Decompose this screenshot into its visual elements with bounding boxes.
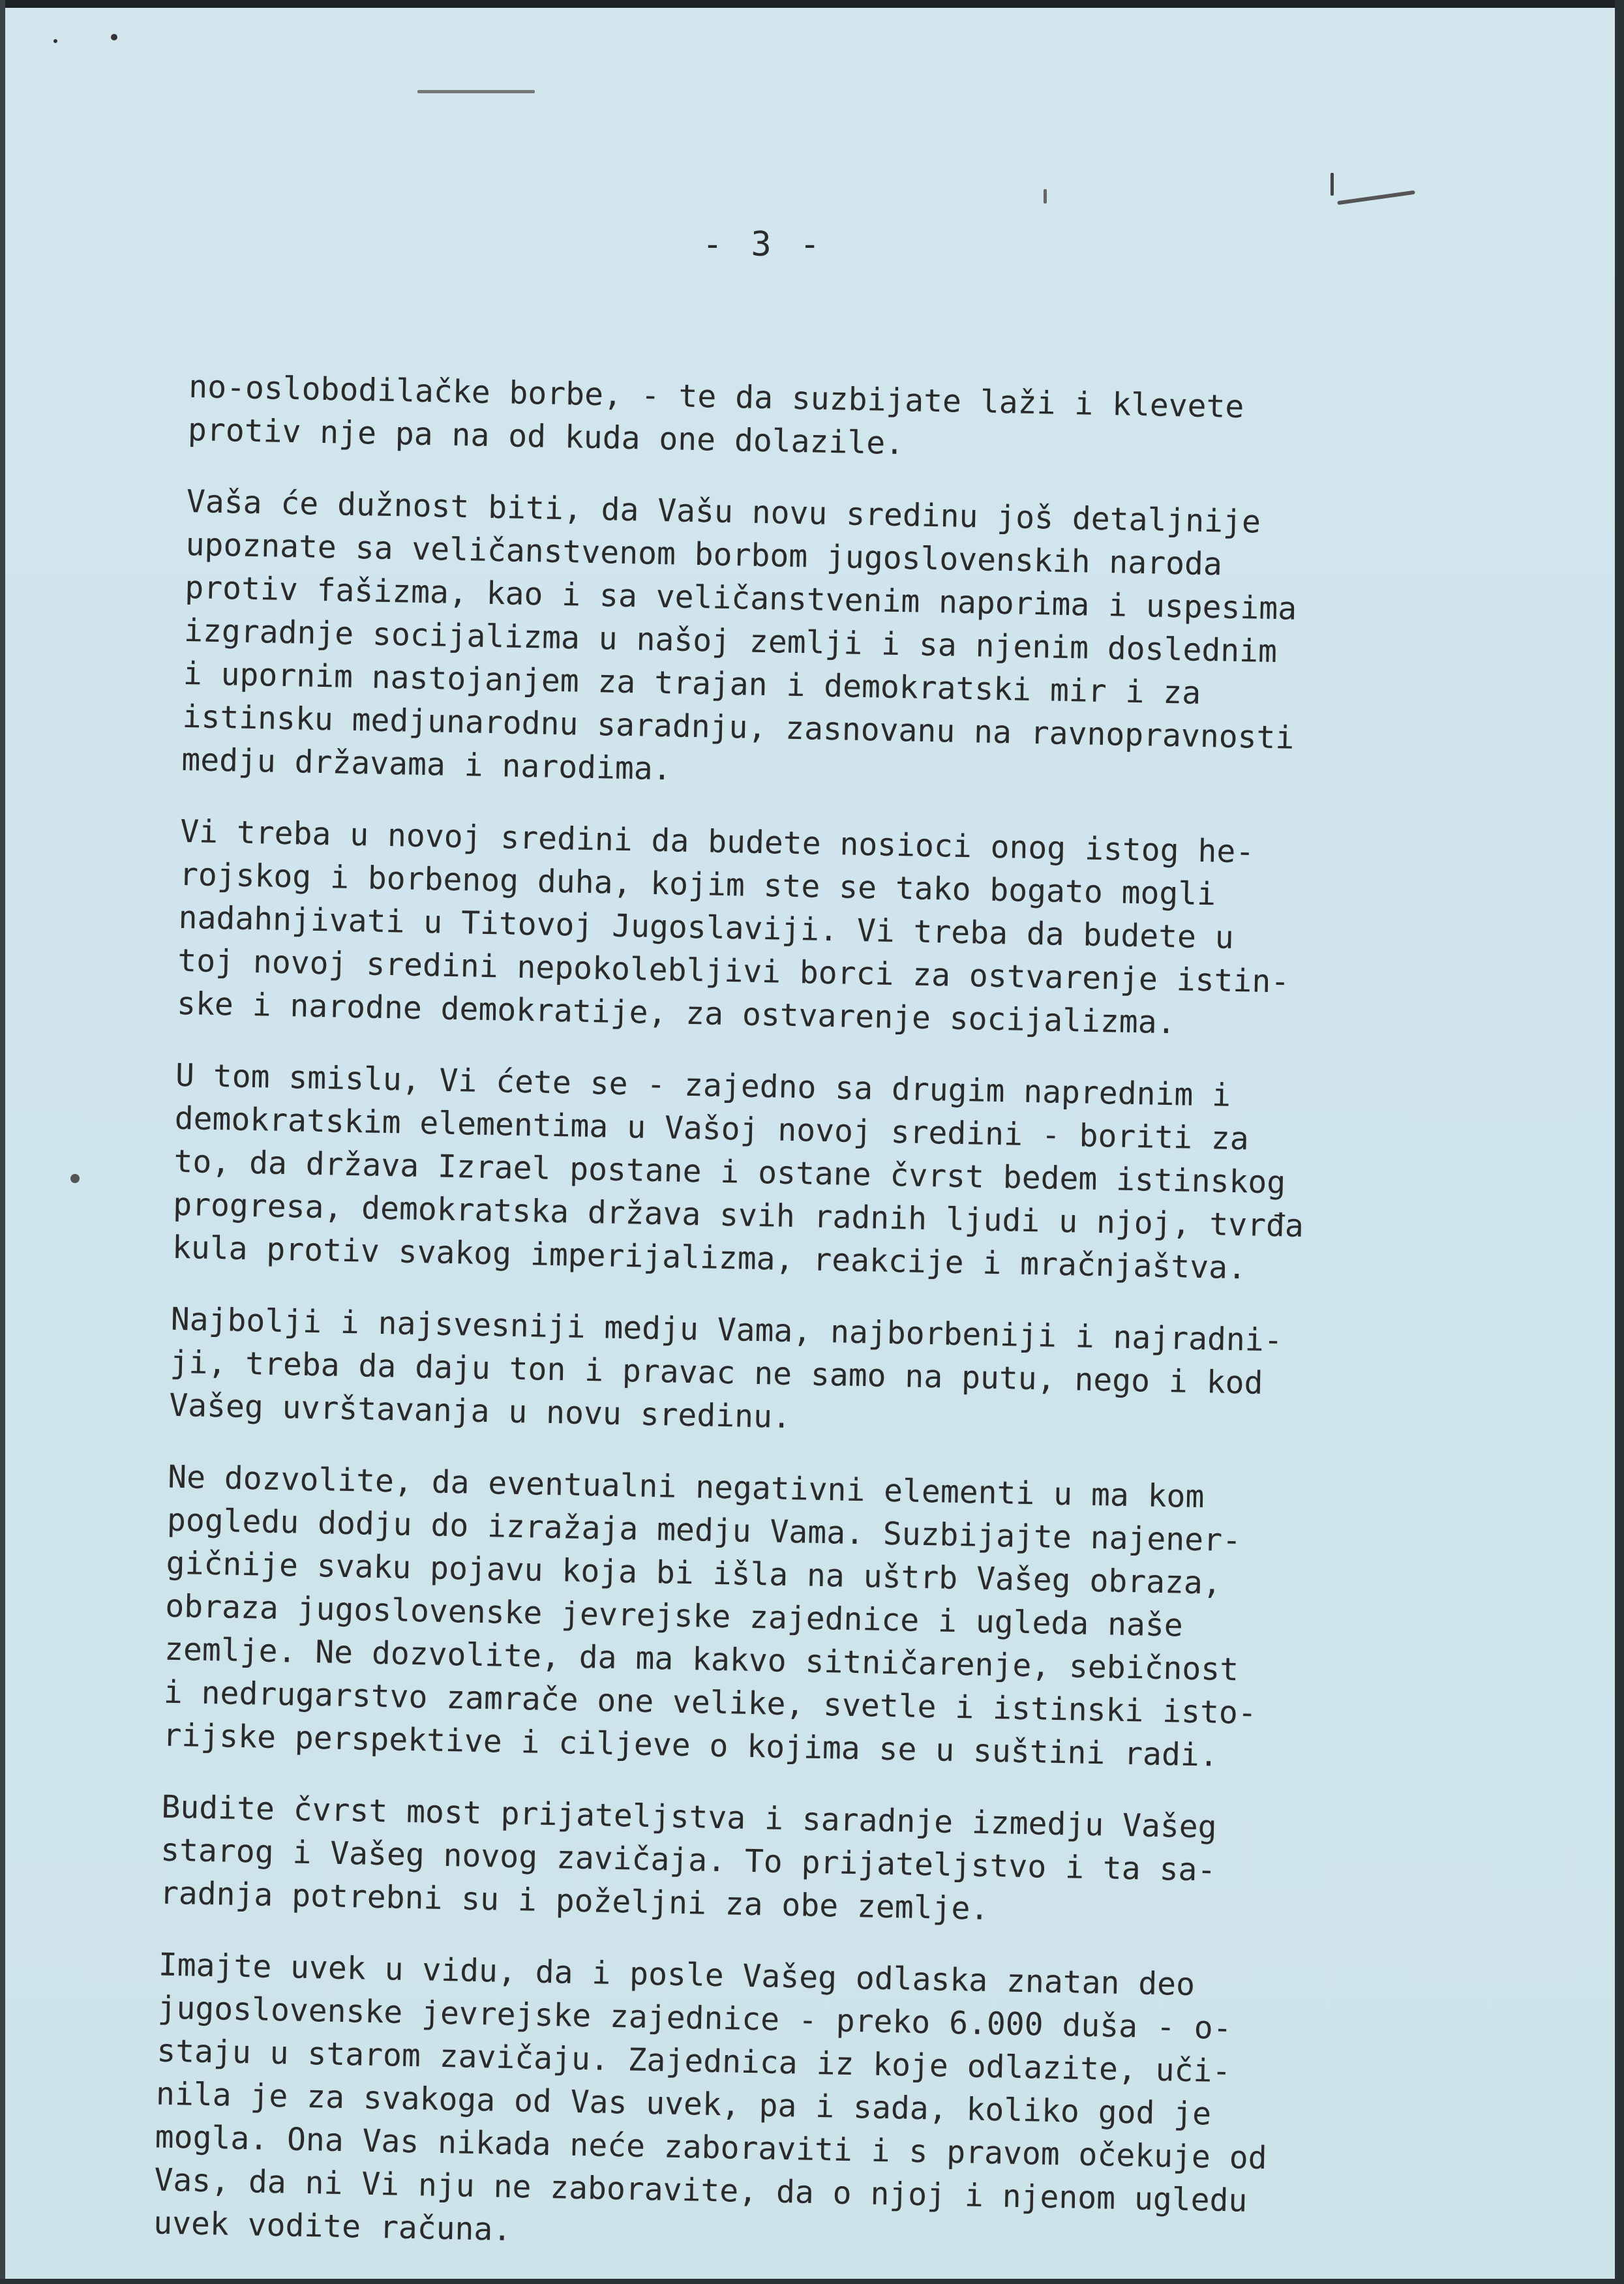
paragraph: Vaša će dužnost biti, da Vašu novu sredinu još detaljnije upoznate sa veličanstvenom borbom jugoslovenskih naroda protiv fašizma, kao i sa veličanstvenim naporima i uspesima izgradnje socijalizma u našoj zemlji i sa njenim doslednim i upornim nastojanjem za trajan i demokratski mir i za istinsku medjunarodnu saradnju, zasnovanu na ravnopravnosti medju državama i narodima.	[181, 483, 1297, 788]
scan-speck	[70, 1174, 80, 1183]
letter-body	[153, 365, 1402, 2284]
scan-border-top	[0, 0, 1624, 8]
scan-speck	[111, 34, 117, 40]
scan-border-left	[0, 0, 5, 2284]
scan-border-right	[1615, 0, 1624, 2284]
page-number: - 3 -	[702, 225, 824, 264]
paragraph: Najbolji i najsvesniji medju Vama, najborbeniji i najradni- ji, treba da daju ton i pravac ne samo na putu, nego i kod Vašeg uvrštavanja u novu sredinu.	[168, 1300, 1284, 1436]
scan-speck	[53, 39, 57, 43]
paragraph: Imajte uvek u vidu, da i posle Vašeg odlaska znatan deo jugoslovenske jevrejske zajednice - preko 6.000 duša - o- staju u starom zavičaju. Zajednica iz koje odlazite, uči- nila je za svakoga od Vas uvek, pa i sada, koliko god je mogla. Ona Vas nikada neće zaboraviti i s pravom očekuje od Vas, da ni Vi nju ne zaboravite, da o njoj i njenom ugledu uvek vodite računa.	[153, 1946, 1268, 2249]
paragraph: Budite čvrst most prijateljstva i saradnje izmedju Vašeg starog i Vašeg novog zavičaja. To prijateljstvo i ta sa- radnja potrebni su i poželjni za obe zemlje.	[159, 1788, 1218, 1927]
paragraph: Ne dozvolite, da eventualni negativni elementi u ma kom pogledu dodju do izražaja medju Vama. Suzbijajte najener- gičnije svaku pojavu koja bi išla na uštrb Vašeg obraza, obraza jugoslovenske jevrejske zajednice i ugleda naše zemlje. Ne dozvolite, da ma kakvo sitničarenje, sebičnost i nedrugarstvo zamrače one velike, svetle i istinski isto- rijske perspektive i ciljeve o kojima se u suštini radi.	[162, 1458, 1257, 1774]
scan-speck	[417, 90, 535, 93]
scan-speck	[1337, 190, 1415, 205]
scan-speck	[1331, 173, 1334, 196]
scan-speck	[1044, 189, 1047, 203]
paragraph: U tom smislu, Vi ćete se - zajedno sa drugim naprednim i demokratskim elementima u Vašoj novoj sredini - boriti za to, da država Izrael postane i ostane čvrst bedem istinskog progresa, demokratska država svih radnih ljudi u njoj, tvrđa kula protiv svakog imperijalizma, reakcije i mračnjaštva.	[172, 1057, 1304, 1287]
paragraph: no-oslobodilačke borbe, - te da suzbijate laži i klevete protiv nje pa na od kuda one dolazile.	[187, 368, 1244, 462]
paragraph: Vi treba u novoj sredini da budete nosioci onog istog he- rojskog i borbenog duha, kojim ste se tako bogato mogli nadahnjivati u Titovoj Jugoslaviji. Vi treba da budete u toj novoj sredini nepokolebljivi borci za ostvarenje istin- ske i narodne demokratije, za ostvarenje socijalizma.	[176, 813, 1290, 1042]
